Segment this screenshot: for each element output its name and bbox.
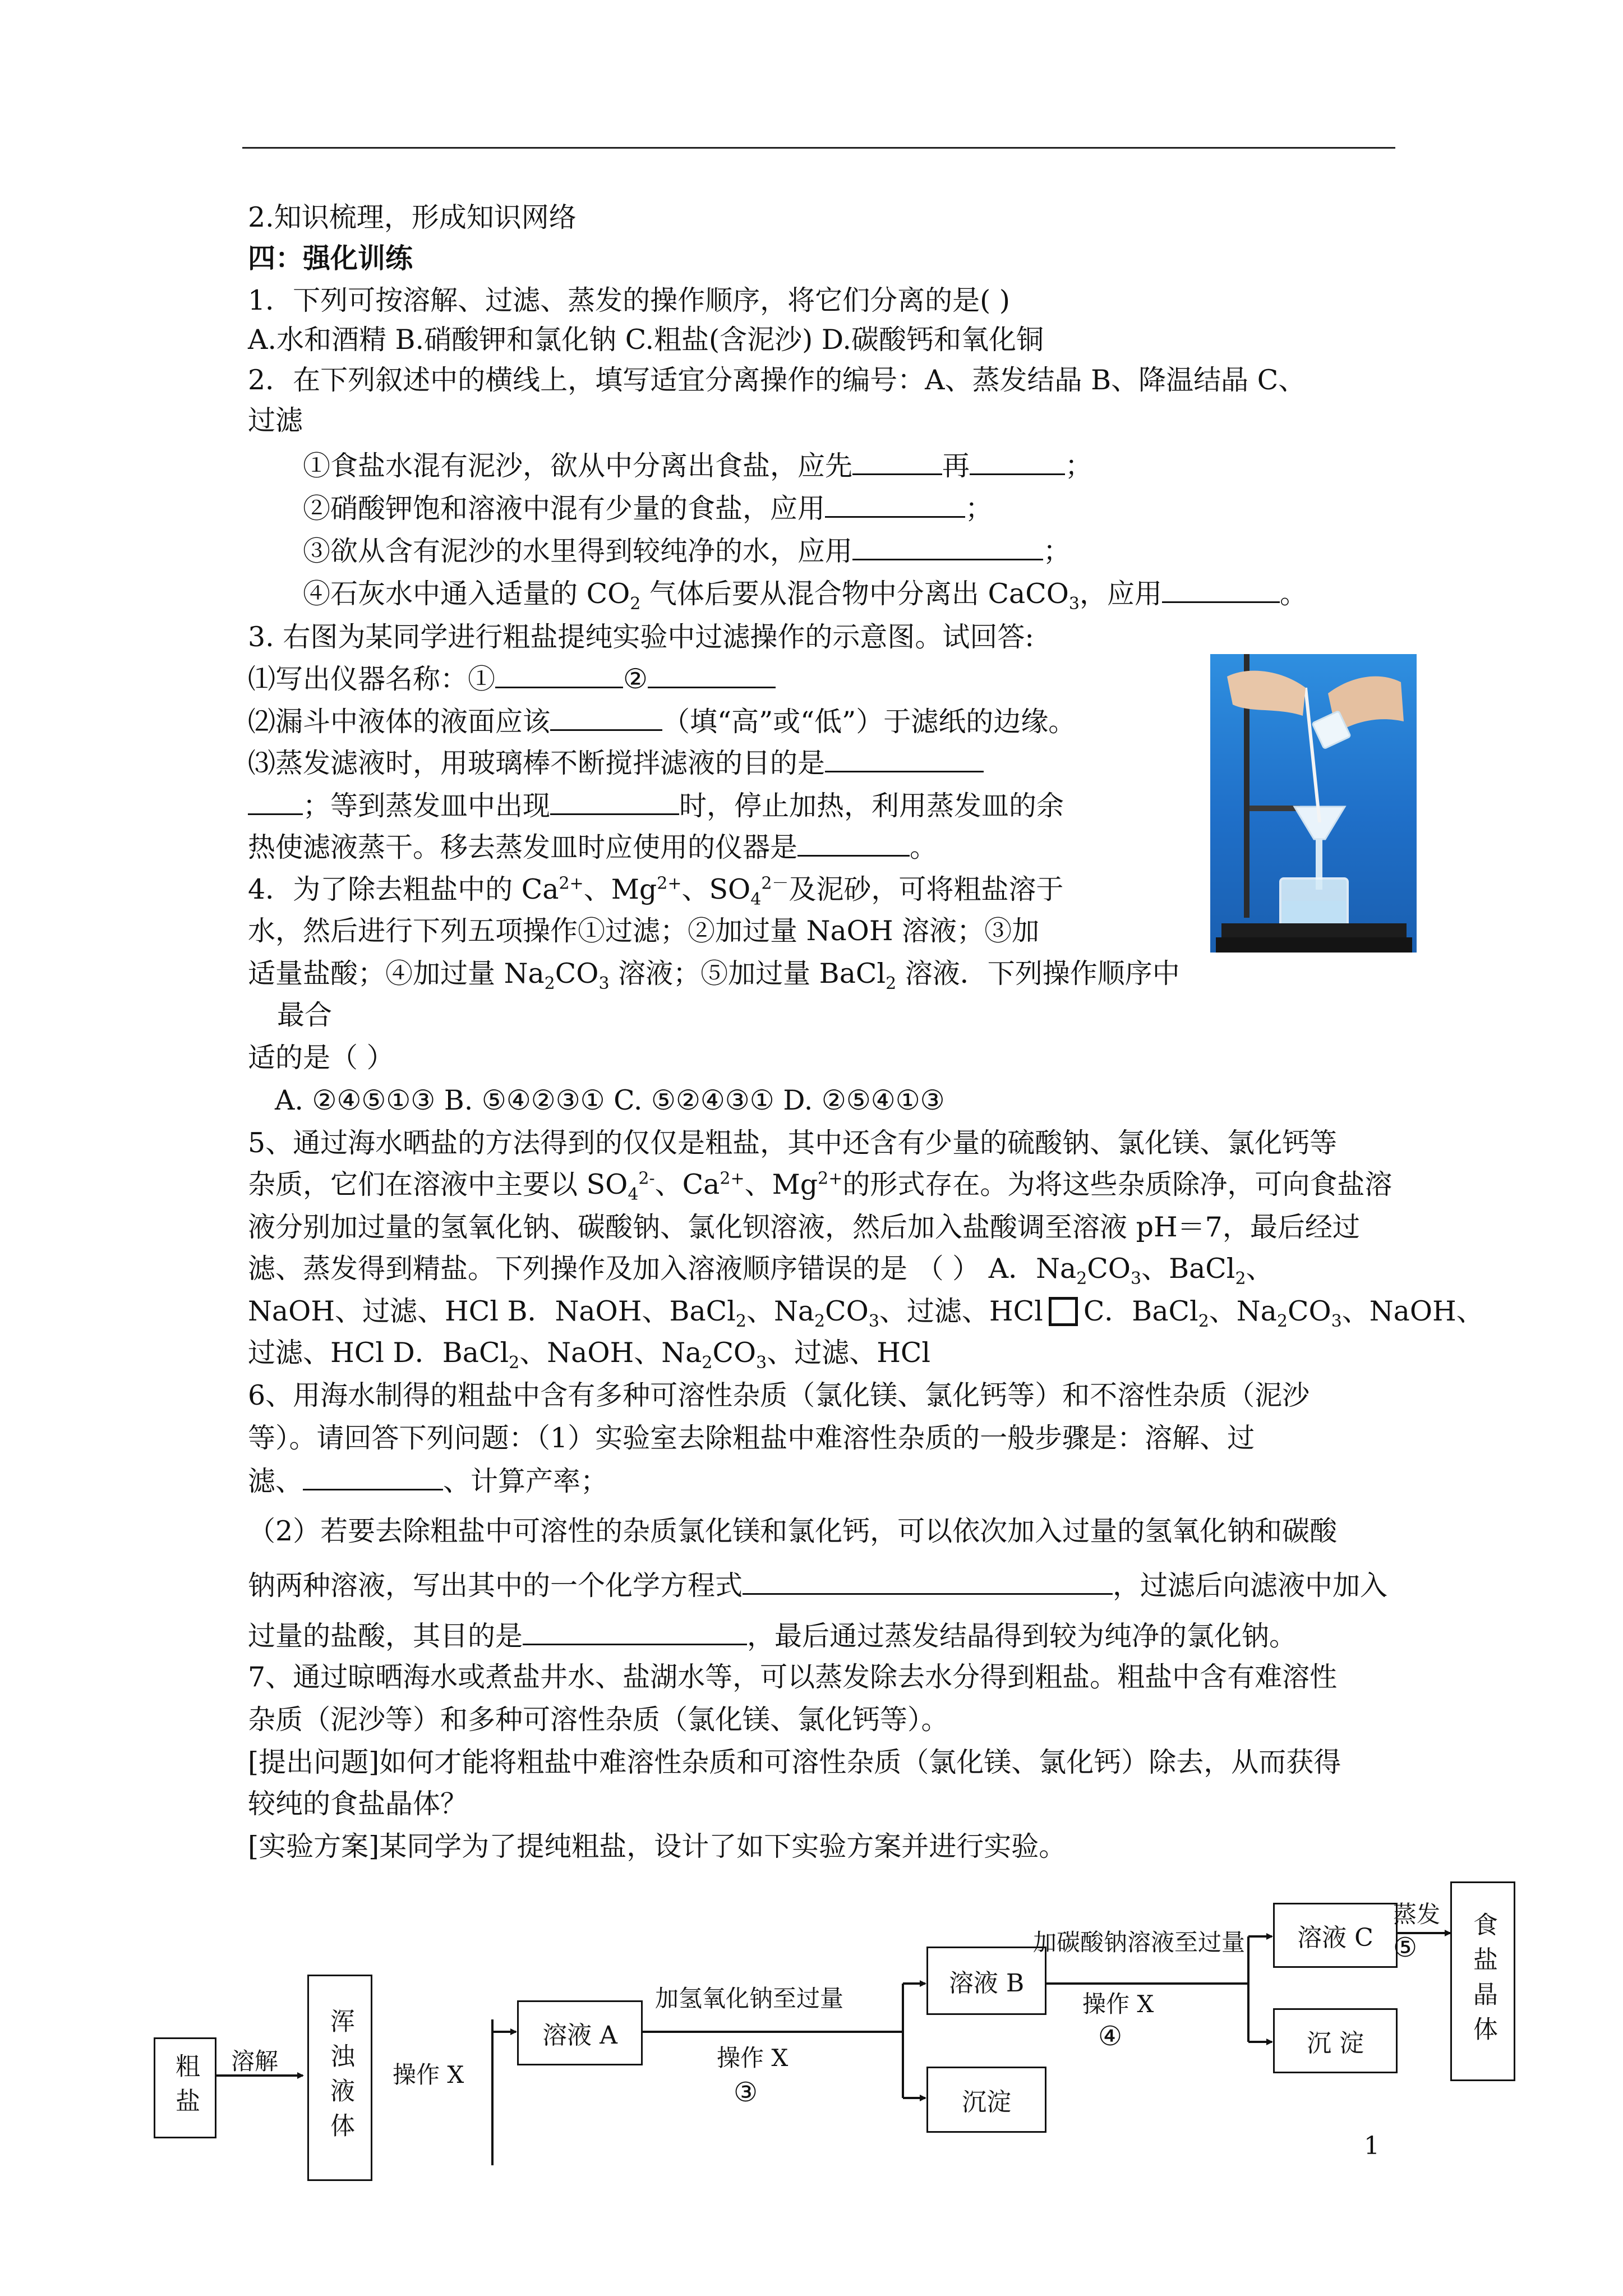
q3-part-3-text: ⑶蒸发滤液时，用玻璃棒不断搅拌滤液的目的是 [248, 747, 826, 779]
q5-l5-d: 、过滤、HCl [879, 1295, 1043, 1327]
q6-l5-b: ，过滤后向滤液中加入 [1113, 1570, 1388, 1602]
q1-options: A.水和酒精 B.硝酸钾和氯化钠 C.粗盐(含泥沙) D.碳酸钙和氧化铜 [248, 324, 1044, 356]
q5-l6-sub-3: 3 [756, 1352, 767, 1373]
q5-l2-c: 、Mg [744, 1168, 818, 1200]
q6-l3-b: 、计算产率； [443, 1465, 608, 1497]
flow-label-op-x4: 操作 X [1082, 1990, 1154, 2018]
q7-line-2: 杂质（泥沙等）和多种可溶性杂质（氯化镁、氯化钙等）。 [248, 1704, 949, 1736]
q5-l5-h: 、NaOH、 [1341, 1295, 1484, 1327]
flow-node-solution-c [1273, 1903, 1398, 1968]
q2-item-4-sub-2: 3 [1068, 593, 1080, 614]
flow-label-evaporate: 蒸发 [1393, 1901, 1441, 1928]
flow-node-solution-a [517, 2000, 643, 2065]
q5-l5-sub-4: 2 [1198, 1311, 1209, 1331]
q7-line-1: 7、通过晾晒海水或煮盐井水、盐湖水等，可以蒸发除去水分得到粗盐。粗盐中含有难溶性 [248, 1661, 1338, 1693]
section-4-heading: 四：强化训练 [248, 242, 413, 274]
flow-node-salt-crystal [1450, 1881, 1515, 2081]
flow-label-add-na2co3: 加碳酸钠溶液至过量 [1033, 1929, 1246, 1956]
flow-node-precipitate-2 [1273, 2008, 1398, 2073]
section-2-heading: 2.知识梳理，形成知识网络 [248, 201, 577, 233]
q4-line-2: 水，然后进行下列五项操作①过滤；②加过量 NaOH 溶液；③加 [248, 915, 1040, 947]
q4-line-5: 适的是（ ） [248, 1042, 394, 1074]
q4-l1-sup-1: 2+ [559, 873, 584, 894]
q2-item-1-end: ； [1065, 450, 1093, 482]
q3-part-2-text-b: （填“高”或“低”）于滤纸的边缘。 [662, 706, 1076, 738]
q5-l2-sub: 4 [628, 1184, 639, 1204]
q4-l3-d: 溶液．下列操作顺序中 [896, 958, 1180, 990]
q6-line-4: （2）若要去除粗盐中可溶性的杂质氯化镁和氯化钙，可以依次加入过量的氢氧化钠和碳酸 [248, 1515, 1338, 1547]
flow-node-crude-salt [154, 2037, 216, 2138]
q5-l5-g: CO [1287, 1295, 1331, 1327]
q2-stem-line2: 过滤 [248, 404, 303, 436]
q5-l2-sup-2: 2+ [720, 1168, 745, 1189]
q3-part-3-text-e: 热使滤液蒸干。移去蒸发皿时应使用的仪器是 [248, 831, 798, 863]
q5-line-1: 5、通过海水晒盐的方法得到的仅仅是粗盐，其中还含有少量的硫酸钠、氯化镁、氯化钙等 [248, 1127, 1338, 1159]
q2-item-2-end: ； [965, 493, 993, 524]
q5-l5-f: 、Na [1209, 1295, 1277, 1327]
q4-l3-sub-3: 2 [886, 973, 897, 993]
flow-node-turbid-liquid [307, 1975, 372, 2181]
q5-l5-a: NaOH、过滤、HCl B．NaOH、BaCl [248, 1295, 736, 1327]
q2-item-4-text-a: ④石灰水中通入适量的 CO [303, 578, 630, 610]
flow-step-5: ⑤ [1393, 1932, 1418, 1963]
q5-l5-sub-2: 2 [814, 1311, 826, 1331]
q5-l4-c: 、BaCl [1141, 1253, 1235, 1285]
q5-l6-b: 、NaOH、Na [519, 1337, 702, 1369]
q4-l1-sub: 4 [750, 889, 762, 909]
q3-part-1-circle-2: ② [623, 663, 648, 695]
q5-l4-b: CO [1087, 1253, 1131, 1285]
q4-l1-a: 4．为了除去粗盐中的 Ca [248, 873, 559, 905]
flow-node-solution-b [926, 1947, 1046, 2015]
flow-label-add-naoh: 加氢氧化钠至过量 [655, 1985, 844, 2012]
flow-node-precipitate-1 [926, 2067, 1046, 2133]
q5-l5-e: C．BaCl [1083, 1295, 1198, 1327]
q3-part-3-text-f: 。 [910, 831, 938, 863]
q4-l1-c: 、SO [681, 873, 751, 905]
q5-l4-sub-2: 3 [1130, 1268, 1142, 1289]
q6-line-1: 6、用海水制得的粗盐中含有多种可溶性杂质（氯化镁、氯化钙等）和不溶性杂质（泥沙 [248, 1379, 1310, 1411]
q2-item-4-sub-1: 2 [630, 593, 641, 614]
q4-line-4: 最合 [277, 999, 333, 1031]
flow-step-4: ④ [1098, 2021, 1123, 2052]
q5-l2-sup-3: 2+ [818, 1168, 843, 1189]
q5-l6-a: 过滤、HCl D．BaCl [248, 1337, 509, 1369]
q2-item-1-text: ①食盐水混有泥沙，欲从中分离出食盐，应先 [303, 450, 853, 482]
flow-precipitate-1-label: 沉淀 [962, 2088, 1011, 2116]
q3-part-3-text-d: 时，停止加热，利用蒸发皿的余 [679, 790, 1064, 822]
q4-l3-a: 适量盐酸；④加过量 Na [248, 958, 545, 990]
q5-l4-d: 、 [1246, 1253, 1274, 1285]
q5-l4-sub-3: 2 [1235, 1268, 1246, 1289]
q4-l3-sub-2: 3 [598, 973, 610, 993]
q2-item-3-text: ③欲从含有泥沙的水里得到较纯净的水，应用 [303, 535, 853, 567]
q2-item-1-then: 再 [942, 450, 970, 482]
page-number: 1 [1364, 2132, 1380, 2160]
q4-l1-sup-2: 2+ [657, 873, 682, 894]
q5-l6-sub-1: 2 [509, 1352, 520, 1373]
flow-solution-b-label: 溶液 B [948, 1969, 1025, 1998]
flow-precipitate-2-label: 沉 淀 [1307, 2029, 1364, 2058]
q4-options: A. ②④⑤①③ B. ⑤④②③① C. ⑤②④③① D. ②⑤④①③ [275, 1084, 945, 1116]
q2-item-3-end: ； [1043, 535, 1071, 567]
q7-line-4: 较纯的食盐晶体？ [248, 1788, 468, 1820]
q4-l1-b: 、Mg [583, 873, 657, 905]
q7-line-5: [实验方案]某同学为了提纯粗盐，设计了如下实验方案并进行实验。 [248, 1830, 1067, 1862]
q4-l1-d: 及泥砂，可将粗盐溶于 [789, 873, 1064, 905]
q5-l2-sup-1: 2- [638, 1168, 655, 1189]
q2-item-4-end: 。 [1279, 578, 1307, 610]
q2-item-4-text-b: 气体后要从混合物中分离出 CaCO [640, 578, 1069, 610]
q5-l2-d: 的形式存在。为将这些杂质除净，可向食盐溶 [842, 1168, 1393, 1200]
q3-stem: 3. 右图为某同学进行粗盐提纯实验中过滤操作的示意图。试回答: [248, 621, 1034, 653]
flow-step-3: ③ [734, 2077, 758, 2108]
q2-stem-line1: 2．在下列叙述中的横线上，填写适宜分离操作的编号：A、蒸发结晶 B、降温结晶 C、 [248, 364, 1306, 396]
q5-l5-sub-5: 2 [1276, 1311, 1288, 1331]
q4-l3-sub-1: 2 [544, 973, 555, 993]
q3-part-2-text-a: ⑵漏斗中液体的液面应该 [248, 706, 551, 738]
flow-turbid-liquid-label: 浑浊液体 [326, 2008, 354, 2147]
flow-solution-a-label: 溶液 A [542, 2021, 617, 2050]
flow-solution-c-label: 溶液 C [1297, 1924, 1373, 1952]
q6-l5-a: 钠两种溶液，写出其中的一个化学方程式 [248, 1570, 743, 1602]
q2-item-4-text-c: ，应用 [1079, 578, 1162, 610]
q5-l4-a: 滤、蒸发得到精盐。下列操作及加入溶液顺序错误的是 （ ） A．Na [248, 1253, 1077, 1285]
q6-l6-a: 过量的盐酸，其目的是 [248, 1620, 523, 1652]
q5-l5-sub-6: 3 [1331, 1311, 1342, 1331]
flow-label-dissolve: 溶解 [231, 2047, 279, 2075]
q5-l5-sub-3: 3 [868, 1311, 879, 1331]
q5-line-3: 液分别加过量的氢氧化钠、碳酸钠、氯化钡溶液，然后加入盐酸调至溶液 pH＝7，最后经过 [248, 1211, 1360, 1243]
q2-item-2-text: ②硝酸钾饱和溶液中混有少量的食盐，应用 [303, 493, 826, 524]
q5-l5-c: CO [825, 1295, 869, 1327]
flow-label-op-x: 操作 X [393, 2061, 464, 2088]
q3-part-3-text-c: ；等到蒸发皿中出现 [303, 790, 551, 822]
q3-part-1-text: ⑴写出仪器名称：① [248, 663, 496, 695]
q6-l3-a: 滤、 [248, 1465, 303, 1497]
q6-l6-b: ，最后通过蒸发结晶得到较为纯净的氯化钠。 [747, 1620, 1297, 1652]
q4-l3-c: 溶液；⑤加过量 BaCl [609, 958, 886, 990]
q5-l2-b: 、Ca [654, 1168, 720, 1200]
flow-label-op-x3: 操作 X [717, 2044, 789, 2072]
q5-l4-sub-1: 2 [1076, 1268, 1087, 1289]
q5-l6-sub-2: 2 [702, 1352, 713, 1373]
flow-crude-salt-label: 粗盐 [171, 2053, 200, 2123]
q7-line-3: [提出问题]如何才能将粗盐中难溶性杂质和可溶性杂质（氯化镁、氯化钙）除去，从而获得 [248, 1746, 1341, 1778]
q5-l5-sub-1: 2 [735, 1311, 746, 1331]
q5-l6-c: CO [712, 1337, 757, 1369]
flow-salt-crystal-label: 食盐晶体 [1469, 1912, 1497, 2051]
q4-l3-b: CO [555, 958, 599, 990]
q4-l1-sup-3: 2－ [761, 873, 789, 894]
q5-l5-b: 、Na [746, 1295, 815, 1327]
q5-l2-a: 杂质，它们在溶液中主要以 SO [248, 1168, 628, 1200]
q1-stem: 1．下列可按溶解、过滤、蒸发的操作顺序，将它们分离的是( ) [248, 284, 1010, 316]
q6-line-2: 等）。请回答下列问题：（1）实验室去除粗盐中难溶性杂质的一般步骤是：溶解、过 [248, 1422, 1255, 1454]
q5-l6-d: 、过滤、HCl [767, 1337, 931, 1369]
